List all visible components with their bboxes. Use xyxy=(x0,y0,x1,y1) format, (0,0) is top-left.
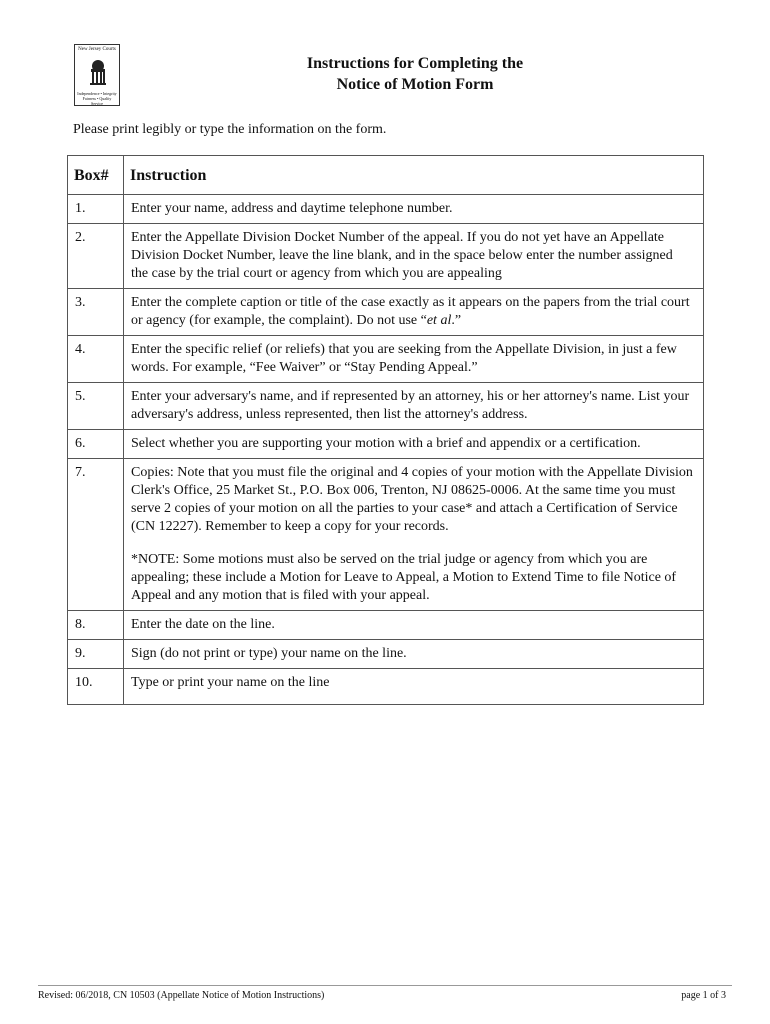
table-row xyxy=(68,224,704,289)
instruction-text: Enter the Appellate Division Docket Number of the appeal. If you do not yet have an Appellate Division Docket Number, leave the line blank, and in the space below enter the number assigned the case by the trial court or agency from which you are appealing xyxy=(124,224,704,289)
table-row xyxy=(68,611,704,640)
instruction-note: *NOTE: Some motions must also be served on the trial judge or agency from which you are appealing; these include a Motion for Leave to Appeal, a Motion to Extend Time to file Notice of Appeal and any motion that is filed with your appeal. xyxy=(131,552,677,603)
instruction-text: Select whether you are supporting your motion with a brief and appendix or a certification. xyxy=(124,430,704,459)
page-title xyxy=(200,53,630,95)
table-row xyxy=(68,336,704,383)
table-header-row xyxy=(68,156,704,195)
courthouse-seal-icon xyxy=(82,57,114,87)
page-number: page 1 of 3 xyxy=(681,990,726,1001)
box-number: 7. xyxy=(68,459,124,611)
instruction-text: Enter your name, address and daytime telephone number. xyxy=(124,195,704,224)
instruction-text: Type or print your name on the line xyxy=(124,669,704,705)
title-line-1: Instructions for Completing the xyxy=(306,55,524,72)
instructions-table xyxy=(67,155,704,705)
box-number: 2. xyxy=(68,224,124,289)
box-number: 8. xyxy=(68,611,124,640)
instruction-text xyxy=(124,289,704,336)
table-row xyxy=(68,383,704,430)
table-row xyxy=(68,459,704,611)
instruction-text: Sign (do not print or type) your name on the line. xyxy=(124,640,704,669)
box-number: 10. xyxy=(68,669,124,705)
title-line-2: Notice of Motion Form xyxy=(336,76,494,93)
table-row xyxy=(68,669,704,705)
box-number: 5. xyxy=(68,383,124,430)
logo-top-text: New Jersey Courts xyxy=(78,47,116,52)
table-row xyxy=(68,289,704,336)
instruction-cell xyxy=(124,459,704,611)
table-row xyxy=(68,640,704,669)
instruction-text: Enter the date on the line. xyxy=(124,611,704,640)
instruction-text: Copies: Note that you must file the original and 4 copies of your motion with the Appellate Division Clerk's Office, 25 Market St., P.O. Box 006, Trenton, NJ 08625-0006. At the same time you must serve 2 copies of your motion on all the parties to your case* and attach a Certification of Service (CN 12227). Remember to keep a copy for your records. xyxy=(131,465,693,534)
box-number: 1. xyxy=(68,195,124,224)
instruction-text-part: Enter the complete caption or title of the case exactly as it appears on the papers from the trial court or agency (for example, the complaint). Do not use “ xyxy=(131,295,690,328)
footer-revision-text: Revised: 06/2018, CN 10503 (Appellate Notice of Motion Instructions) xyxy=(38,990,325,1001)
box-number: 3. xyxy=(68,289,124,336)
instruction-text-emphasis: et al xyxy=(426,313,452,328)
box-number: 4. xyxy=(68,336,124,383)
header-box: Box# xyxy=(68,156,124,195)
instruction-text: Enter the specific relief (or reliefs) that you are seeking from the Appellate Division, in just a few words. For example, “Fee Waiver” or “Stay Pending Appeal.” xyxy=(124,336,704,383)
intro-text: Please print legibly or type the information on the form. xyxy=(73,122,387,137)
logo-motto-1: Independence • Integrity xyxy=(77,91,117,96)
instruction-text: Enter your adversary's name, and if represented by an attorney, his or her attorney's name. List your adversary's address, unless represented, then list the attorney's address. xyxy=(124,383,704,430)
logo-motto-2: Fairness • Quality Service xyxy=(82,96,112,106)
table-row xyxy=(68,430,704,459)
instruction-text-part: .” xyxy=(451,313,462,328)
box-number: 6. xyxy=(68,430,124,459)
footer-divider xyxy=(38,985,732,986)
courts-logo xyxy=(74,44,120,106)
logo-bottom-text xyxy=(77,91,117,106)
box-number: 9. xyxy=(68,640,124,669)
header-instruction: Instruction xyxy=(124,156,704,195)
table-row xyxy=(68,195,704,224)
